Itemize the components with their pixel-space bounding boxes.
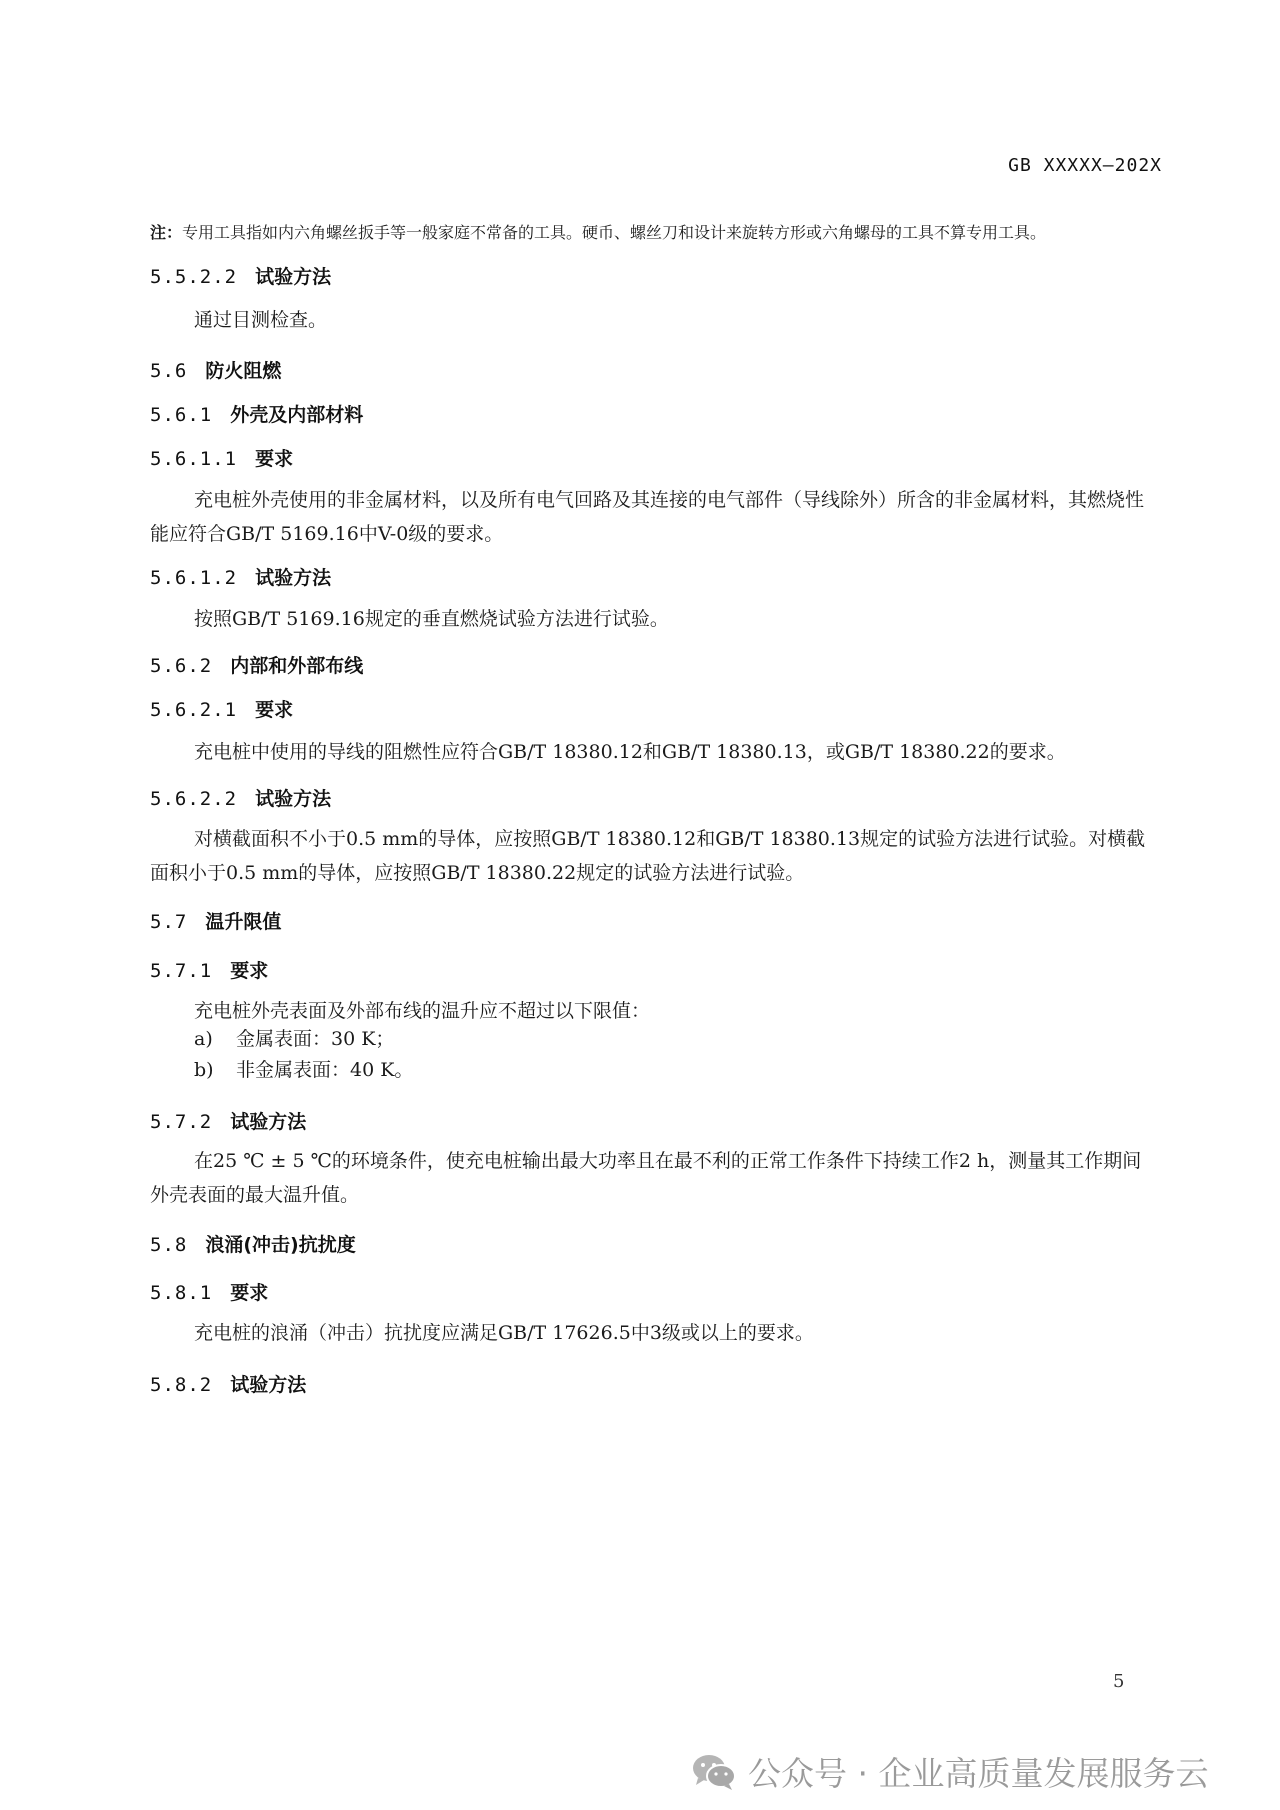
note-label: 注： [150, 223, 183, 242]
section-heading-5-8 [150, 1230, 356, 1257]
section-title: 内部和外部布线 [230, 655, 364, 677]
page-number: 5 [1113, 1671, 1125, 1692]
list-marker: a) [194, 1028, 213, 1050]
section-heading-5-6-2-2 [150, 784, 331, 811]
section-number: 5.8.1 [150, 1282, 213, 1304]
section-title: 要求 [255, 448, 294, 470]
section-title: 试验方法 [255, 567, 332, 589]
section-number: 5.6.2.1 [150, 699, 238, 721]
section-number: 5.7.2 [150, 1111, 213, 1133]
section-heading-5-7 [150, 907, 281, 934]
section-heading-5-6-2 [150, 651, 363, 678]
section-title: 试验方法 [255, 266, 332, 288]
section-heading-5-6-1-2 [150, 563, 331, 590]
section-title: 试验方法 [255, 788, 332, 810]
section-heading-5-5-2-2 [150, 262, 331, 289]
section-number: 5.8.2 [150, 1374, 213, 1396]
section-title: 浪涌(冲击)抗扰度 [205, 1234, 356, 1256]
section-heading-5-6 [150, 356, 281, 383]
note [150, 218, 1160, 248]
section-number: 5.5.2.2 [150, 266, 238, 288]
section-title: 试验方法 [230, 1111, 307, 1133]
paragraph-5-7-2: 在25 ℃ ± 5 ℃的环境条件，使充电桩输出最大功率且在最不利的正常工作条件下持续工作2 h，测量其工作期间外壳表面的最大温升值。 [150, 1150, 1142, 1206]
paragraph-5-7-1: 充电桩外壳表面及外部布线的温升应不超过以下限值： [194, 1000, 651, 1022]
section-heading-5-7-1 [150, 956, 268, 983]
list-item [194, 1053, 413, 1087]
section-title: 要求 [255, 699, 294, 721]
section-number: 5.6.2.2 [150, 788, 238, 810]
paragraph-5-6-1-2: 按照GB/T 5169.16规定的垂直燃烧试验方法进行试验。 [194, 608, 669, 630]
section-title: 防火阻燃 [205, 360, 282, 382]
section-heading-5-6-2-1 [150, 695, 293, 722]
section-heading-5-6-1 [150, 400, 363, 427]
section-number: 5.6.1 [150, 404, 213, 426]
section-heading-5-8-2 [150, 1370, 306, 1397]
section-heading-5-7-2 [150, 1107, 306, 1134]
list-text: 金属表面：30 K； [236, 1028, 395, 1050]
section-title: 要求 [230, 960, 269, 982]
paragraph-5-8-1: 充电桩的浪涌（冲击）抗扰度应满足GB/T 17626.5中3级或以上的要求。 [194, 1322, 814, 1344]
section-number: 5.7 [150, 911, 188, 933]
paragraph-5-5-2-2: 通过目测检查。 [194, 309, 328, 331]
list-item [194, 1022, 394, 1056]
section-heading-5-8-1 [150, 1278, 268, 1305]
list-marker: b) [194, 1059, 214, 1081]
paragraph-5-6-1-1: 充电桩外壳使用的非金属材料，以及所有电气回路及其连接的电气部件（导线除外）所含的非金属材料，其燃烧性能应符合GB/T 5169.16中V-0级的要求。 [150, 489, 1145, 545]
section-title: 温升限值 [205, 911, 282, 933]
section-number: 5.6 [150, 360, 188, 382]
section-number: 5.6.1.1 [150, 448, 238, 470]
note-text: 专用工具指如内六角螺丝扳手等一般家庭不常备的工具。硬币、螺丝刀和设计来旋转方形或六角螺母的工具不算专用工具。 [182, 223, 1047, 242]
section-number: 5.6.2 [150, 655, 213, 677]
section-title: 外壳及内部材料 [230, 404, 364, 426]
watermark [690, 1748, 1208, 1795]
wechat-icon [690, 1752, 738, 1792]
section-title: 要求 [230, 1282, 269, 1304]
watermark-text: 公众号 · 企业高质量发展服务云 [748, 1754, 1209, 1793]
section-title: 试验方法 [230, 1374, 307, 1396]
paragraph-5-6-2-1: 充电桩中使用的导线的阻燃性应符合GB/T 18380.12和GB/T 18380.13，或GB/T 18380.22的要求。 [194, 741, 1066, 763]
section-number: 5.8 [150, 1234, 188, 1256]
section-number: 5.7.1 [150, 960, 213, 982]
document-code: GB XXXXX—202X [1008, 155, 1162, 176]
list-text: 非金属表面：40 K。 [236, 1059, 414, 1081]
section-number: 5.6.1.2 [150, 567, 238, 589]
section-heading-5-6-1-1 [150, 444, 293, 471]
paragraph-5-6-2-2: 对横截面积不小于0.5 mm的导体，应按照GB/T 18380.12和GB/T 18380.13规定的试验方法进行试验。对横截面积小于0.5 mm的导体，应按照GB/T 18380.22规定的试验方法进行试验。 [150, 828, 1146, 884]
